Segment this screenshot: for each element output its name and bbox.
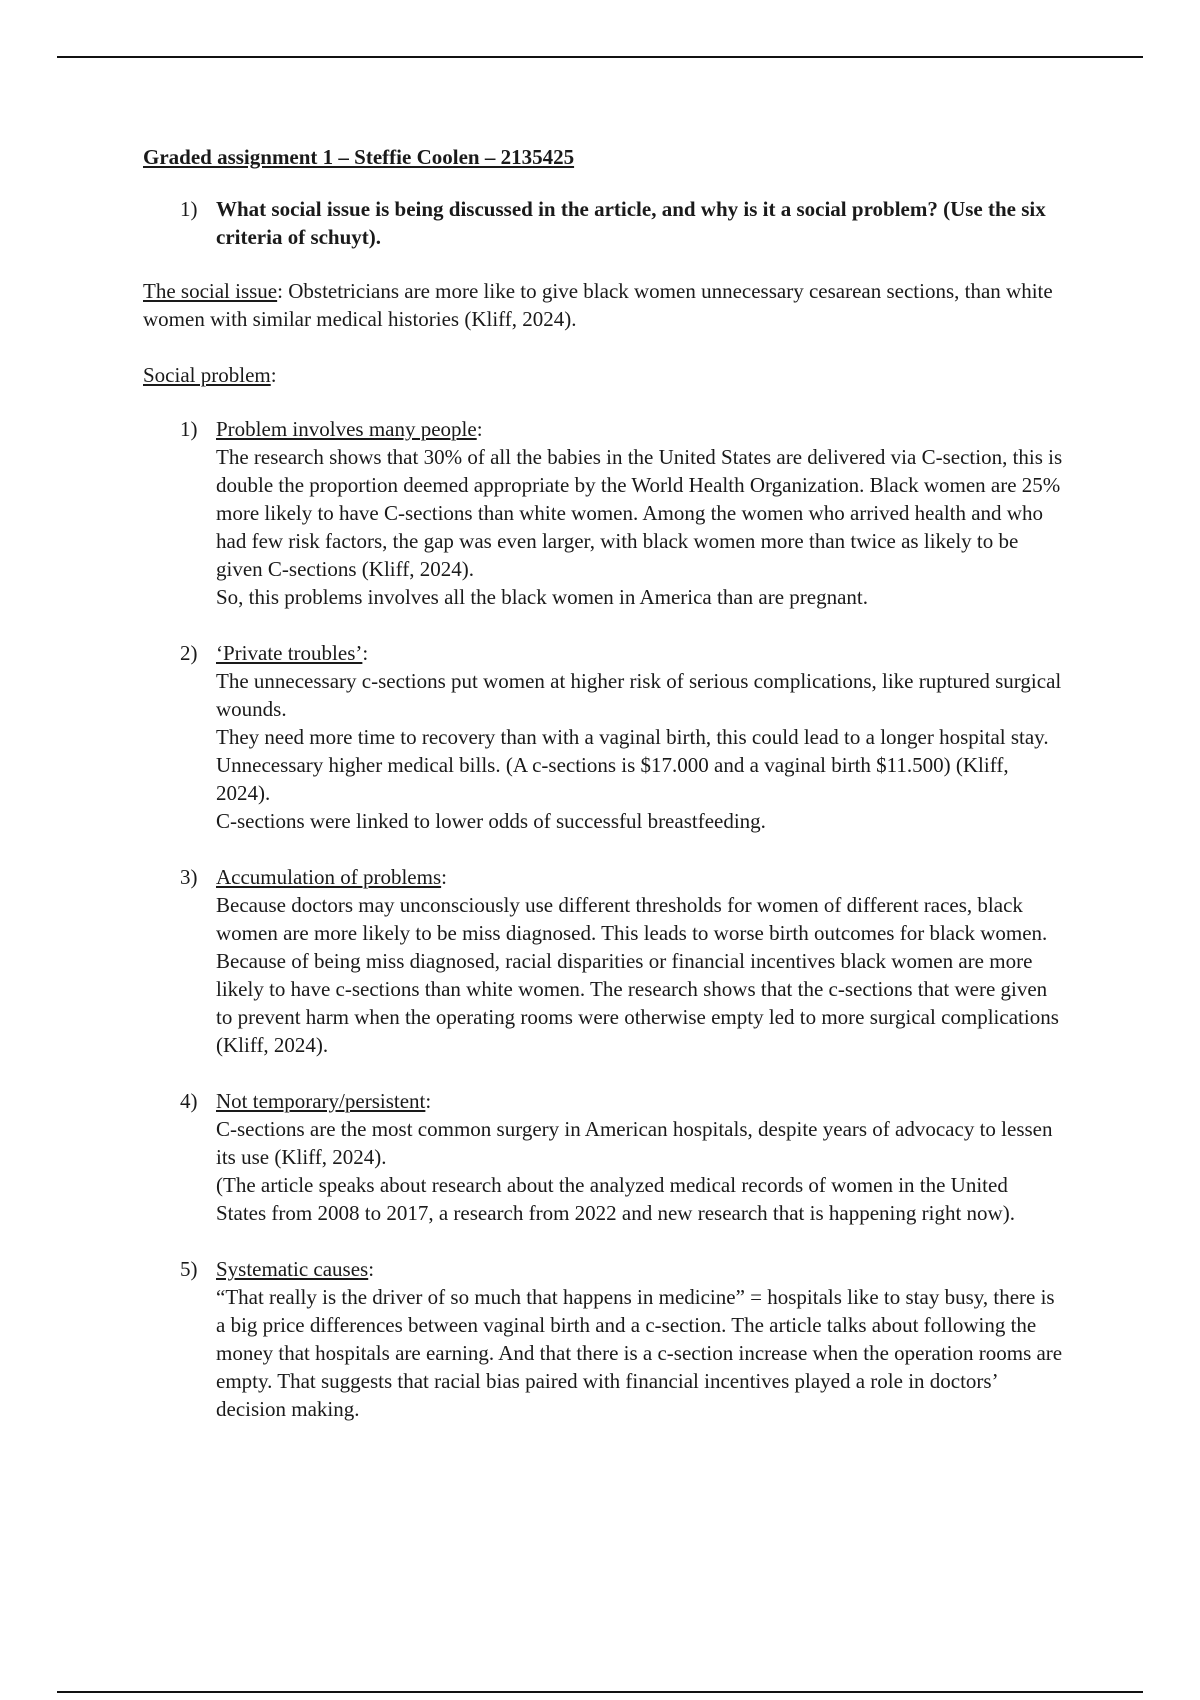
criterion-item bbox=[143, 863, 1063, 1059]
social-issue-paragraph bbox=[143, 277, 1063, 333]
header-rule bbox=[57, 56, 1143, 58]
criterion-paragraph: C-sections are the most common surgery in American hospitals, despite years of advocacy to lessen its use (Kliff, 2024). bbox=[216, 1117, 1053, 1169]
criterion-paragraph: Because doctors may unconsciously use different thresholds for women of different races, black women are more likely to be miss diagnosed. This leads to worse birth outcomes for black women. bbox=[216, 893, 1048, 945]
criterion-number: 4) bbox=[180, 1089, 198, 1113]
criterion-number: 1) bbox=[180, 417, 198, 441]
criterion-paragraph: Because of being miss diagnosed, racial disparities or financial incentives black women are more likely to have c-sections than white women. The research shows that the c-sections that were given to prevent harm when the operating rooms were otherwise empty led to more surgical complications (Kliff, 2024). bbox=[216, 949, 1059, 1057]
criterion-heading-colon: : bbox=[425, 1089, 432, 1113]
criterion-paragraph: The research shows that 30% of all the babies in the United States are delivered via C-section, this is double the proportion deemed appropriate by the World Health Organization. Black women are 25% more likely to have C-sections than white women. Among the women who arrived health and who had few risk factors, the gap was even larger, with black women more than twice as likely to be given C-sections (Kliff, 2024). bbox=[216, 445, 1063, 581]
criterion-body bbox=[216, 1087, 1063, 1227]
criterion-body bbox=[216, 863, 1063, 1059]
page-title: Graded assignment 1 – Steffie Coolen – 2135425 bbox=[143, 145, 575, 169]
social-problem-label: Social problem bbox=[143, 363, 271, 387]
criterion-heading-colon: : bbox=[368, 1257, 375, 1281]
criterion-paragraph: C-sections were linked to lower odds of successful breastfeeding. bbox=[216, 809, 766, 833]
social-issue-text: : Obstetricians are more like to give black women unnecessary cesarean sections, than white women with similar medical histories (Kliff, 2024). bbox=[143, 279, 1053, 331]
criterion-item bbox=[143, 415, 1063, 611]
criterion-item bbox=[143, 639, 1063, 835]
criterion-heading-colon: : bbox=[362, 641, 369, 665]
criterion-paragraph: So, this problems involves all the black women in America than are pregnant. bbox=[216, 585, 869, 609]
criterion-heading: ‘Private troubles’ bbox=[216, 641, 363, 665]
criteria-list bbox=[143, 415, 1063, 1423]
criterion-heading-line bbox=[216, 415, 1063, 443]
criterion-number: 3) bbox=[180, 865, 198, 889]
social-problem-heading bbox=[143, 361, 1063, 389]
criterion-heading-line bbox=[216, 639, 1063, 667]
criterion-paragraph: (The article speaks about research about the analyzed medical records of women in the United States from 2008 to 2017, a research from 2022 and new research that is happening right now). bbox=[216, 1173, 1015, 1225]
question-1 bbox=[143, 195, 1063, 251]
question-text: What social issue is being discussed in the article, and why is it a social problem? (Use the six criteria of schuyt). bbox=[216, 197, 1046, 249]
criterion-body bbox=[216, 415, 1063, 611]
criterion-heading-colon: : bbox=[476, 417, 483, 441]
criterion-item bbox=[143, 1087, 1063, 1227]
criterion-body bbox=[216, 1255, 1063, 1423]
criterion-item bbox=[143, 1255, 1063, 1423]
criterion-number: 5) bbox=[180, 1257, 198, 1281]
criterion-heading-line bbox=[216, 1255, 1063, 1283]
criterion-paragraph: The unnecessary c-sections put women at higher risk of serious complications, like ruptured surgical wounds. bbox=[216, 669, 1062, 721]
criterion-paragraph: Unnecessary higher medical bills. (A c-sections is $17.000 and a vaginal birth $11.500) (Kliff, 2024). bbox=[216, 753, 1009, 805]
question-number: 1) bbox=[180, 197, 198, 221]
criterion-heading-line bbox=[216, 1087, 1063, 1115]
criterion-heading: Systematic causes bbox=[216, 1257, 369, 1281]
criterion-paragraph: They need more time to recovery than with a vaginal birth, this could lead to a longer hospital stay. bbox=[216, 725, 1049, 749]
social-problem-colon: : bbox=[270, 363, 277, 387]
criterion-heading-line bbox=[216, 863, 1063, 891]
criterion-heading-colon: : bbox=[441, 865, 447, 889]
social-issue-label: The social issue bbox=[143, 279, 278, 303]
document-body bbox=[143, 143, 1063, 1451]
criterion-number: 2) bbox=[180, 641, 198, 665]
criterion-paragraph: “That really is the driver of so much that happens in medicine” = hospitals like to stay busy, there is a big price differences between vaginal birth and a c-section. The article talks about following the money that hospitals are earning. And that there is a c-section increase when the operation rooms are empty. That suggests that racial bias paired with financial incentives played a role in doctors’ decision making. bbox=[216, 1285, 1063, 1421]
footer-rule bbox=[57, 1691, 1143, 1693]
criterion-heading: Problem involves many people bbox=[216, 417, 477, 441]
criterion-heading: Accumulation of problems bbox=[216, 865, 442, 889]
criterion-heading: Not temporary/persistent bbox=[216, 1089, 426, 1113]
criterion-body bbox=[216, 639, 1063, 835]
